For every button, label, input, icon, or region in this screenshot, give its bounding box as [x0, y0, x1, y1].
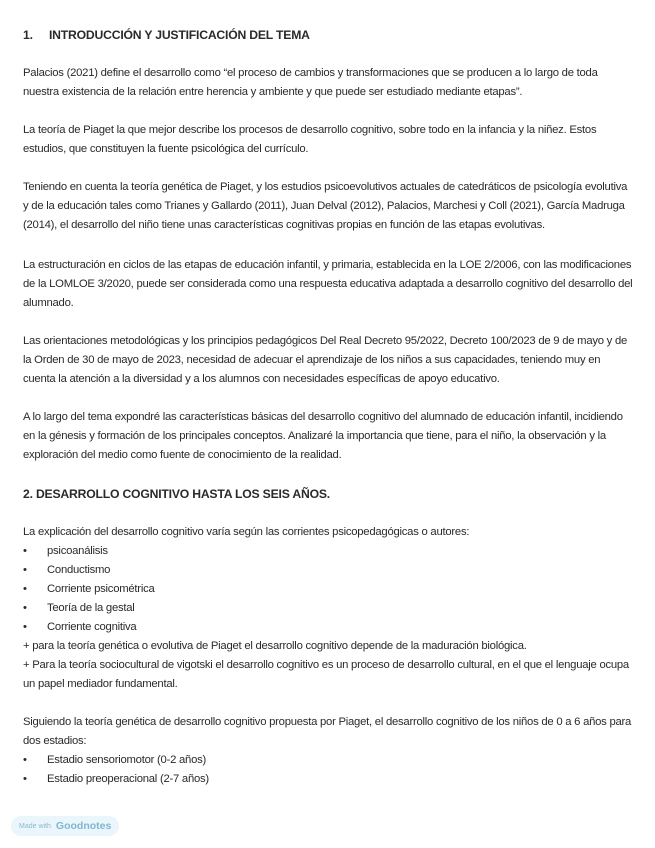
- note-vigotski: + Para la teoría sociocultural de vigotski el desarrollo cognitivo es un proceso de desarrollo cultural, en el que el lenguaje ocupa un papel mediador fundamental.: [23, 659, 629, 690]
- paragraph-loe-structure: La estructuración en ciclos de las etapas de educación infantil, y primaria, establecida en la LOE 2/2006, con las modificaciones de la LOMLOE 3/2020, puede ser considerada como una respuesta educativa adaptada a desarrollo cognitivo del desarrollo del alumnado.: [23, 259, 633, 309]
- list-item: • psicoanálisis: [23, 545, 108, 557]
- paragraph-definition: Palacios (2021) define el desarrollo como “el proceso de cambios y transformaciones que se producen a lo largo de toda nuestra existencia de la relación entre herencia y ambiente y que puede ser estudiado mediante etapas”.: [23, 67, 598, 98]
- paragraph-methodological-guidelines: Las orientaciones metodológicas y los principios pedagógicos Del Real Decreto 95/2022, Decreto 100/2023 de 9 de mayo y de la Orden de 30 de mayo de 2023, necesidad de adecuar el aprendizaje de los niños a sus capacidades, teniendo muy en cuenta la atención a la diversidad y a los alumnos con necesidades específicas de apoyo educativo.: [23, 335, 628, 385]
- goodnotes-badge[interactable]: [11, 816, 119, 836]
- list-item: • Estadio sensoriomotor (0-2 años): [23, 754, 207, 766]
- list-item: • Corriente psicométrica: [23, 583, 155, 595]
- list-item: • Corriente cognitiva: [23, 621, 137, 633]
- paragraph-currents-intro: La explicación del desarrollo cognitivo varía según las corrientes psicopedagógicas o autores:: [23, 526, 470, 538]
- paragraph-topic-overview: A lo largo del tema expondré las características básicas del desarrollo cognitivo del alumnado de educación infantil, incidiendo en la génesis y formación de los principales conceptos. Analizaré la importancia que tiene, para el niño, la observación y la exploración del medio como fuente de conocimiento de la realidad.: [23, 411, 623, 461]
- note-piaget: + para la teoría genética o evolutiva de Piaget el desarrollo cognitivo depende de la maduración biológica.: [23, 640, 527, 652]
- currents-list: [23, 542, 155, 637]
- paragraph-psychoevolutive-studies: Teniendo en cuenta la teoría genética de Piaget, y los estudios psicoevolutivos actuales de catedráticos de psicología evolutiva y de la educación tales como Trianes y Gallardo (2011), Juan Delval (2012), Palacios, Marchesi y Coll (2021), García Madruga (2014), el desarrollo del niño tiene unas características cognitivas propias en función de las etapas evolutivas.: [23, 181, 628, 231]
- made-with-label: Made with: [19, 822, 51, 830]
- section-1-heading: [23, 28, 310, 42]
- stages-list: [23, 751, 209, 789]
- paragraph-piaget-theory: La teoría de Piaget la que mejor describe los procesos de desarrollo cognitivo, sobre todo en la infancia y la niñez. Estos estudios, que constituyen la fuente psicológica del currículo.: [23, 124, 597, 155]
- section-1-title: INTRODUCCIÓN Y JUSTIFICACIÓN DEL TEMA: [49, 28, 310, 42]
- goodnotes-logo-text: Goodnotes: [55, 820, 112, 832]
- section-2-heading: 2. DESARROLLO COGNITIVO HASTA LOS SEIS AÑOS.: [23, 487, 330, 501]
- list-item: • Teoría de la gestal: [23, 602, 135, 614]
- list-item: • Estadio preoperacional (2-7 años): [23, 773, 209, 785]
- list-item: • Conductismo: [23, 564, 111, 576]
- section-1-number: 1.: [23, 28, 33, 42]
- paragraph-piaget-stages-intro: Siguiendo la teoría genética de desarrollo cognitivo propuesta por Piaget, el desarrollo cognitivo de los niños de 0 a 6 años para dos estadios:: [23, 716, 632, 747]
